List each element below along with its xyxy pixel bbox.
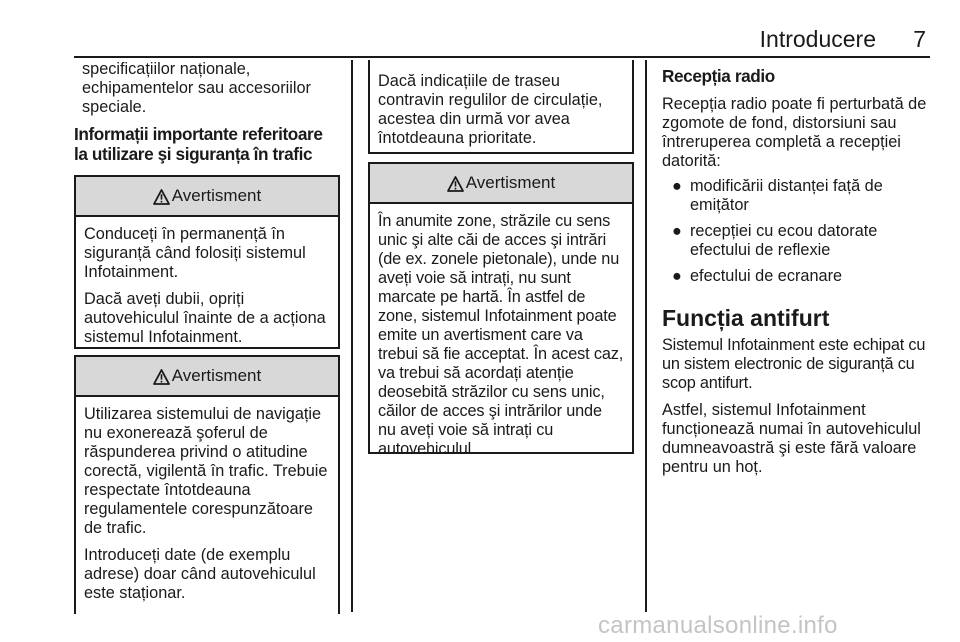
radio-heading: Recepția radio [662, 66, 775, 86]
bullet-icon: ● [672, 267, 682, 285]
warning-box-3-body [370, 204, 632, 469]
column-right [662, 60, 930, 477]
warning-box-1-paragraph: Dacă aveți dubii, opriți autovehiculul înainte de a acționa sistemul Infotainment. [84, 290, 326, 346]
warning-box-2-paragraph: Utilizarea sistemului de navigație nu exonerează şoferul de răspunderea privind o atitudine corectă, vigilentă în trafic. Trebuie respectate întotdeauna regulamentele corespunzătoare de trafic. [84, 405, 328, 537]
antitheft-paragraph: Astfel, sistemul Infotainment funcționează numai în autovehiculul dumneavoastră şi este fără valoare pentru un hoț. [662, 401, 921, 476]
warning-box-3-text: În anumite zone, străzile cu sens unic şi alte căi de acces şi intrări (de ex. zonele pietonale), unde nu aveți voie să intrați, nu sunt marcate pe hartă. În astfel de zone, sistemul Infotainment poate emite un avertisment care va trebui să fie acceptat. În acest caz, va trebui să acordați atenție deosebită străzilor cu sens unic, căilor de acces şi intrărilor unde nu aveți voie să intrați cu autovehiculul. [378, 212, 624, 458]
antitheft-heading: Funcția antifurt [662, 305, 830, 331]
warning-triangle-icon [447, 176, 464, 192]
bullet-icon: ● [672, 222, 682, 240]
warning-box-2-header [76, 357, 338, 397]
warning-box-1-title: Avertisment [171, 186, 262, 205]
warning-box-3-title: Avertisment [465, 173, 556, 192]
warning-box-1-header [76, 177, 338, 217]
warning-box-2-body [76, 397, 338, 613]
warning-triangle-icon [153, 189, 170, 205]
warning-box-2-title: Avertisment [171, 366, 262, 385]
warning-box-2-paragraph: Introduceți date (de exemplu adrese) doar când autovehiculul este staționar. [84, 546, 316, 602]
antitheft-paragraph: Sistemul Infotainment este echipat cu un sistem electronic de siguranță cu scop antifurt. [662, 336, 926, 392]
column-divider-left [351, 60, 353, 612]
note-box-body [370, 60, 632, 158]
warning-box-1 [74, 175, 340, 349]
note-box-text: Dacă indicațiile de traseu contravin regulilor de circulație, acestea din urmă vor avea întotdeauna prioritate. [378, 72, 603, 147]
list-item: ● recepției cu ecou datorate efectului de reflexie [672, 222, 878, 259]
list-item: ● efectului de ecranare [672, 267, 843, 285]
warning-box-1-paragraph: Conduceți în permanență în siguranță când folosiți sistemul Infotainment. [84, 225, 306, 281]
bullet-icon: ● [672, 177, 682, 195]
list-item: ● modificării distanței față de emițător [672, 177, 883, 214]
column-left [74, 60, 338, 164]
page-header [74, 22, 930, 58]
page-title: Introducere [759, 26, 876, 52]
warning-box-3 [368, 162, 634, 458]
continued-text: specificațiilor naționale, echipamentelor sau accesoriilor speciale. [82, 60, 311, 116]
section-heading-safety: Informații importante referitoare la utilizare şi siguranța în trafic [74, 124, 323, 164]
page-number: 7 [913, 26, 926, 52]
note-box [368, 60, 634, 154]
warning-box-3-header [370, 164, 632, 204]
watermark: carmanualsonline.info [598, 612, 838, 639]
warning-box-2 [74, 355, 340, 614]
warning-triangle-icon [153, 369, 170, 385]
radio-intro: Recepția radio poate fi perturbată de zgomote de fond, distorsiuni sau întreruperea completă a recepției datorită: [662, 95, 927, 170]
warning-box-1-body [76, 217, 338, 357]
column-divider-right [645, 60, 647, 612]
radio-bullet-list [662, 177, 930, 286]
